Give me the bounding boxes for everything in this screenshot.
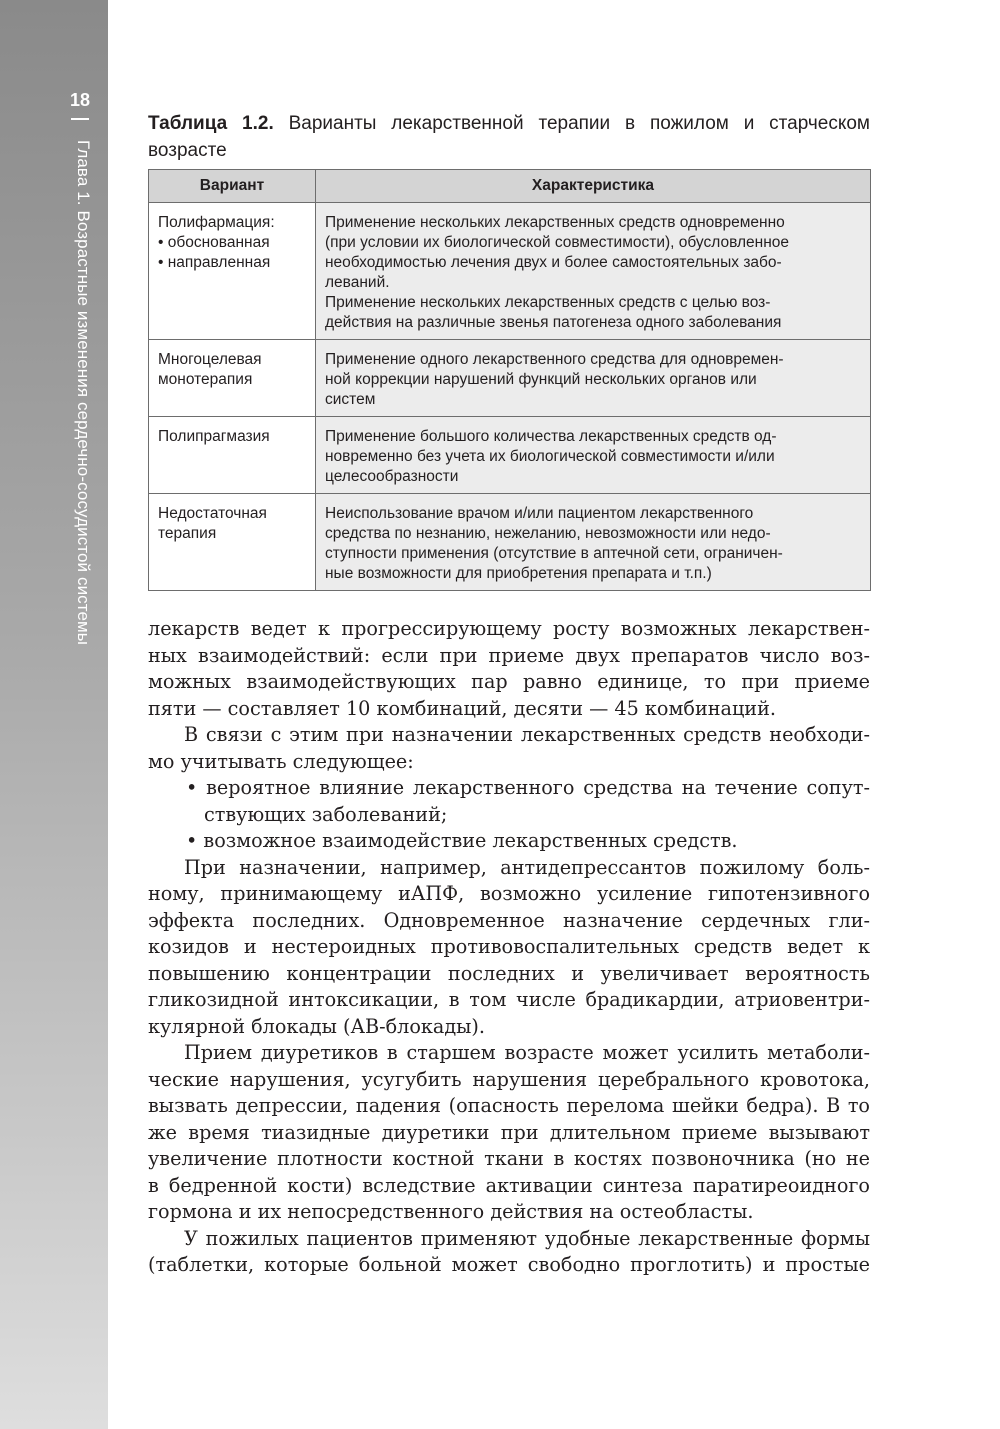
description-line: систем (325, 391, 376, 408)
page-number-divider (71, 118, 89, 120)
description-line: средства по незнанию, нежеланию, невозможности или недо- (325, 525, 771, 542)
body-line: ных взаимодействий: если при приеме двух препаратов число воз- (148, 643, 870, 667)
table-row (149, 417, 871, 494)
variant-line: • направленная (158, 254, 271, 271)
chapter-running-head-wrap (73, 140, 97, 680)
bullet-item: • возможное взаимодействие лекарственных средств. (186, 829, 738, 852)
bullet-item-continuation: ствующих заболеваний; (204, 802, 448, 826)
description-cell (316, 203, 871, 340)
body-line: в бедренной кости) вследствие активации синтеза паратиреоидного (148, 1173, 870, 1197)
variant-line: • обоснованная (158, 234, 270, 251)
bullet-item: • вероятное влияние лекарственного средства на течение сопут- (186, 776, 870, 799)
description-cell (316, 494, 871, 591)
body-line: кулярной блокады (АВ-блокады). (148, 1014, 485, 1038)
variant-line: Полифармация: (158, 214, 275, 231)
description-line: ступности применения (отсутствие в аптечной сети, ограничен- (325, 545, 783, 562)
description-line: Применение нескольких лекарственных средств с целью воз- (325, 294, 771, 311)
table-caption (148, 110, 870, 164)
description-line: (при условии их биологической совместимости), обусловленное (325, 234, 790, 251)
body-line: эффекта последних. Одновременное назначение сердечных гли- (148, 908, 870, 932)
description-line: целесообразности (325, 468, 459, 485)
description-line: действия на различные звенья патогенеза одного заболевания (325, 314, 782, 331)
description-line: Применение нескольких лекарственных средств одновременно (325, 214, 785, 231)
header-characteristic: Характеристика (316, 170, 871, 203)
body-line: ному, принимающему иАПФ, возможно усиление гипотензивного (148, 882, 870, 905)
body-line: (таблетки, которые больной может свободно проглотить) и простые (148, 1253, 870, 1276)
table-row (149, 340, 871, 417)
variant-line: терапия (158, 525, 217, 542)
body-line: можных взаимодействующих пар равно единице, то при приеме (148, 670, 870, 693)
body-line: У пожилых пациентов применяют удобные лекарственные формы (184, 1226, 870, 1250)
body-line: гормона и их непосредственного действия на остеобласты. (148, 1200, 754, 1223)
body-line: повышению концентрации последних и увеличивает вероятность (148, 961, 870, 985)
body-line: В связи с этим при назначении лекарственных средств необходи- (184, 723, 870, 746)
description-cell (316, 417, 871, 494)
variant-cell (149, 340, 316, 417)
body-line: лекарств ведет к прогрессирующему росту возможных лекарствен- (148, 617, 870, 640)
body-line: увеличение плотности костной ткани в костях позвоночника (но не (148, 1147, 870, 1170)
body-line: Прием диуретиков в старшем возрасте может усилить метаболи- (184, 1041, 870, 1064)
table-caption-label: Таблица 1.2. (148, 113, 274, 134)
variant-line: Полипрагмазия (158, 428, 270, 445)
table-row (149, 203, 871, 340)
description-line: ные возможности для приобретения препарата и т.п.) (325, 565, 712, 582)
body-line: ческие нарушения, усугубить нарушения церебрального кровотока, (148, 1067, 870, 1091)
table-caption-text: Варианты лекарственной терапии в пожилом и старческом возрасте (148, 113, 870, 161)
variant-cell (149, 417, 316, 494)
chapter-running-head: Глава 1. Возрастные изменения сердечно-сосудистой системы (74, 140, 93, 646)
body-line: козидов и нестероидных противовоспалительных средств ведет к (148, 935, 870, 958)
description-line: Неиспользование врачом и/или пациентом лекарственного (325, 505, 754, 522)
header-variant: Вариант (149, 170, 316, 203)
description-line: Применение одного лекарственного средства для одновремен- (325, 351, 784, 368)
page-number: 18 (69, 90, 91, 110)
description-line: новременно без учета их биологической совместимости и/или (325, 448, 775, 465)
variant-line: Недостаточная (158, 505, 267, 522)
variant-cell (149, 494, 316, 591)
description-line: ной коррекции нарушений функций нескольких органов или (325, 371, 757, 388)
body-line: При назначении, например, антидепрессантов пожилому боль- (184, 855, 870, 879)
body-line: вызвать депрессии, падения (опасность перелома шейки бедра). В то (148, 1094, 870, 1117)
body-line: гликозидной интоксикации, в том числе брадикардии, атриовентри- (148, 988, 870, 1011)
variant-cell (149, 203, 316, 340)
variant-line: Многоцелевая (158, 351, 262, 368)
body-line: мо учитывать следующее: (148, 749, 414, 773)
table-row (149, 494, 871, 591)
therapy-variants-table (148, 169, 871, 591)
body-line: пяти — составляет 10 комбинаций, десяти — 45 комбинаций. (148, 696, 776, 720)
body-text (148, 616, 870, 1279)
variant-line: монотерапия (158, 371, 253, 388)
description-line: леваний. (325, 274, 390, 291)
description-line: необходимостью лечения двух и более самостоятельных забо- (325, 254, 782, 271)
description-cell (316, 340, 871, 417)
body-line: же время тиазидные диуретики при длительном приеме вызывают (148, 1120, 870, 1144)
table-header-row (149, 170, 871, 203)
description-line: Применение большого количества лекарственных средств од- (325, 428, 777, 445)
